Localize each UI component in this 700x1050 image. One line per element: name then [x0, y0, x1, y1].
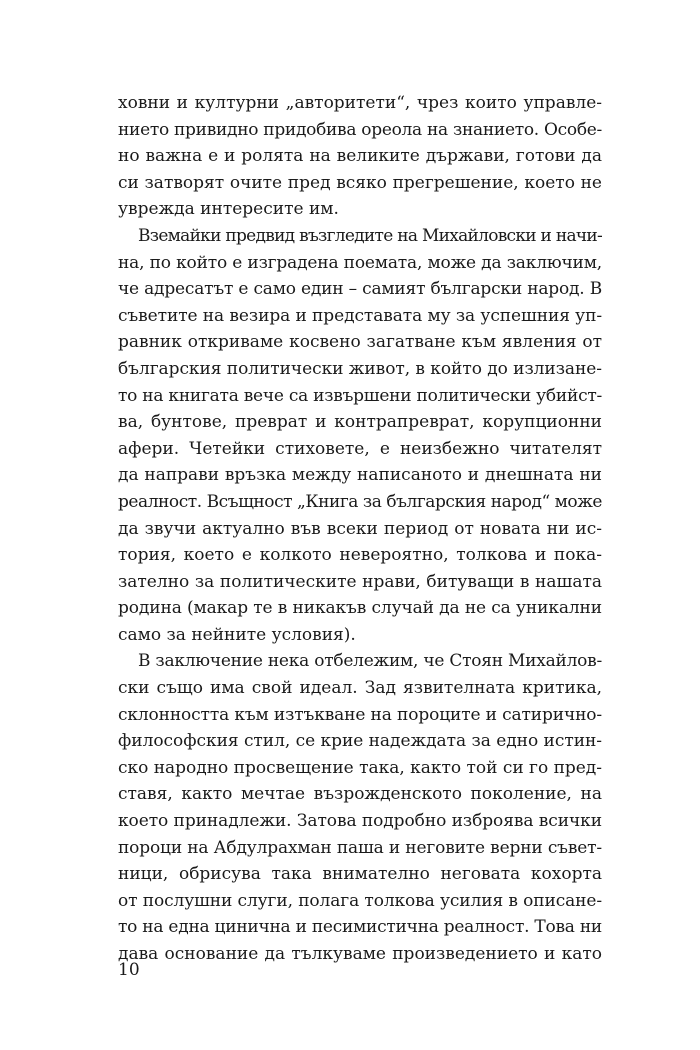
text-line: което принадлежи. Затова подробно изброява всички [118, 811, 602, 832]
text-line: ставя, както мечтае възрожденското поколение, на [118, 784, 602, 805]
text-line: В заключение нека отбележим, че Стоян Михайлов- [138, 651, 602, 672]
text-line: но важна е и ролята на великите държави, готови да [118, 146, 602, 167]
text-line: афери. Четейки стиховете, е неизбежно читателят [118, 438, 602, 459]
text-line: ховни и културни „авторитети“, чрез които управле- [118, 93, 602, 113]
text-line: родина (макар те в никакъв случай да не са уникални [118, 598, 602, 619]
text-line: то на книгата вече са извършени политически убийст- [118, 385, 602, 406]
text-line: реалност. Всъщност „Книга за българския народ“ може [118, 491, 602, 512]
text-line: дава основание да тълкуваме произведението и като [118, 944, 602, 964]
text-line: на, по който е изградена поемата, може да заключим, [118, 252, 602, 273]
text-line: нието привидно придобива ореола на знанието. Особе- [118, 119, 602, 140]
text-line: Вземайки предвид възгледите на Михайловски и начи- [138, 225, 602, 246]
text-line: си затворят очите пред всяко прегрешение, което не [118, 172, 602, 193]
page-number: 10 [118, 960, 140, 980]
text-line: то на една цинична и песимистична реалност. Това ни [118, 917, 602, 938]
text-line: съветите на везира и представата му за успешния уп- [118, 305, 602, 326]
text-line: пороци на Абдулрахман паша и неговите верни съвет- [118, 837, 602, 858]
text-line: ва, бунтове, преврат и контрапреврат, корупционни [118, 412, 602, 433]
text-line: ски също има свой идеал. Зад язвителната критика, [118, 678, 602, 699]
text-line: да звучи актуално във всеки период от новата ни ис- [118, 518, 602, 539]
text-line: да направи връзка между написаното и днешната ни [118, 465, 602, 486]
text-line: философския стил, се крие надеждата за едно истин- [118, 731, 602, 752]
text-line: равник откриваме косвено загатване към явления от [118, 332, 602, 353]
text-line: само за нейните условия). [118, 624, 356, 645]
text-line: че адресатът е само един – самият български народ. В [118, 279, 602, 300]
body-text [118, 90, 602, 968]
text-line: българския политически живот, в който до излизане- [118, 358, 602, 379]
text-line: ници, обрисува така внимателно неговата кохорта [118, 864, 602, 885]
text-line: тория, което е колкото невероятно, толкова и пока- [118, 545, 602, 566]
text-line: зателно за политическите нрави, битуващи в нашата [118, 571, 602, 592]
text-line: от послушни слуги, полага толкова усилия в описане- [118, 890, 602, 911]
text-line: склонността към изтъкване на пороците и сатирично- [118, 704, 602, 725]
text-line: уврежда интересите им. [118, 199, 339, 220]
text-line: ско народно просвещение така, както той си го пред- [118, 757, 602, 778]
